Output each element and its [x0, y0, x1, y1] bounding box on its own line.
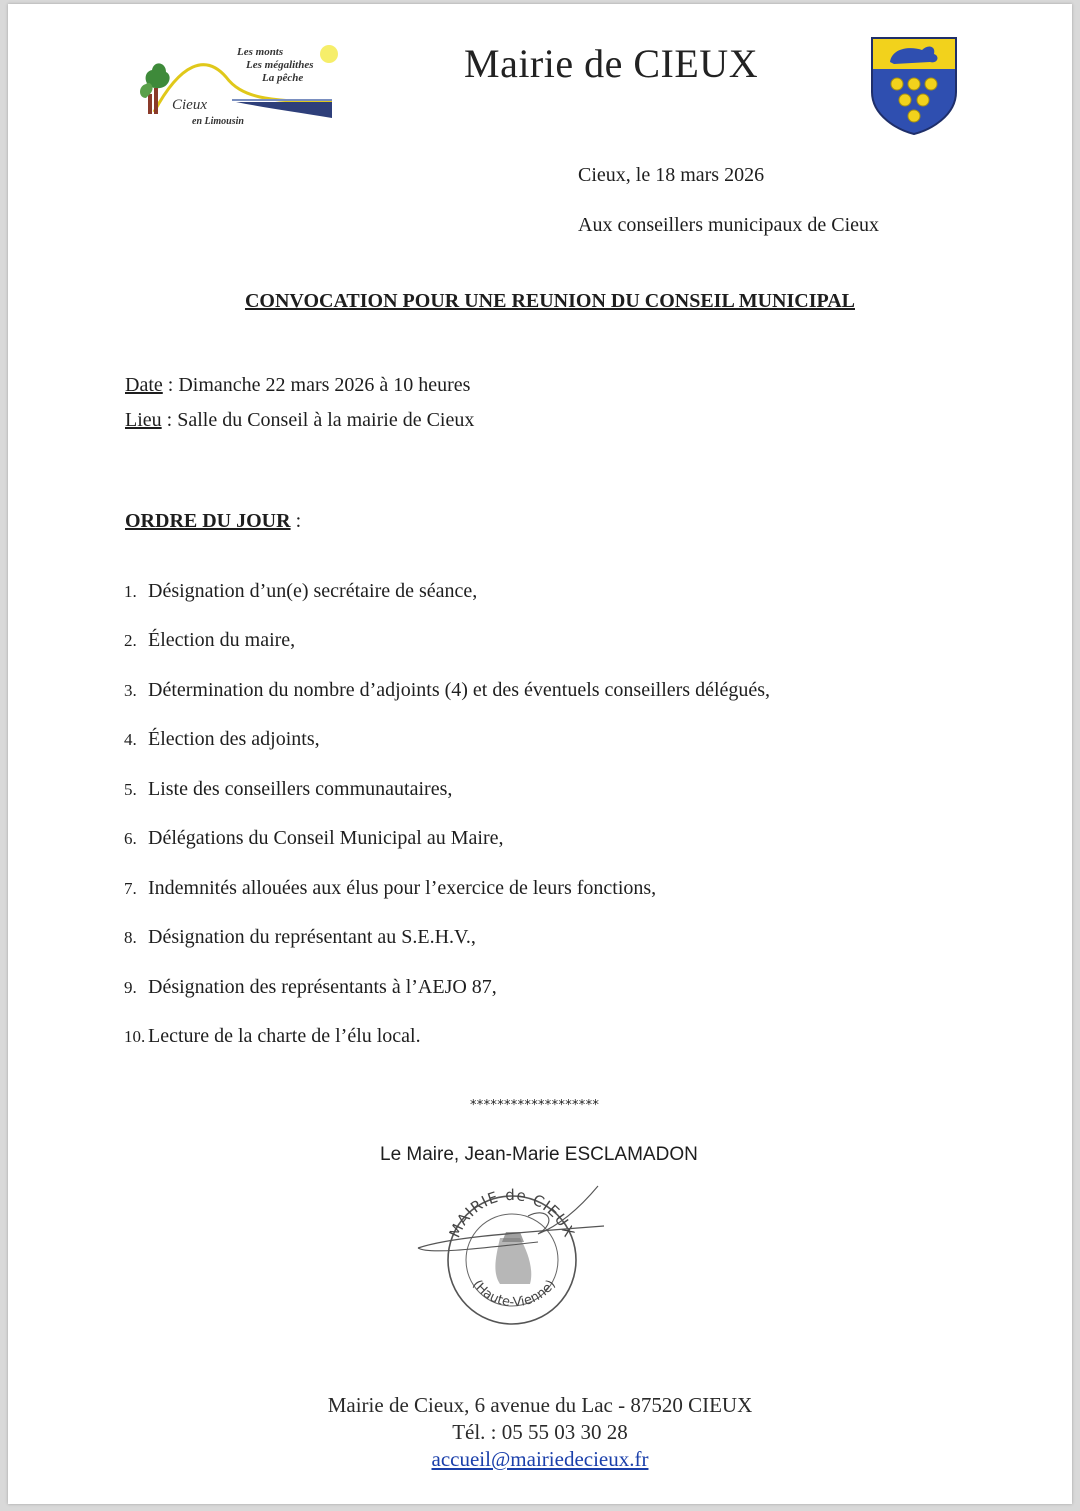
agenda-item-text: Indemnités allouées aux élus pour l’exercice de leurs fonctions,: [148, 877, 657, 899]
sun-icon: [320, 45, 338, 63]
logo-subtitle: en Limousin: [192, 116, 244, 127]
agenda-item: [124, 778, 452, 801]
logo-tagline-2: Les mégalithes: [246, 59, 314, 71]
agenda-item: [124, 827, 503, 850]
date-place: Cieux, le 18 mars 2026: [578, 164, 765, 186]
agenda-item: [124, 976, 497, 999]
agenda-item: [124, 679, 770, 702]
logo-name: Cieux: [172, 97, 207, 113]
agenda-item-text: Désignation des représentants à l’AEJO 87,: [148, 976, 497, 998]
footer-phone: Tél. : 05 55 03 30 28: [452, 1420, 628, 1444]
agenda-item: [124, 629, 295, 652]
official-stamp-icon: [408, 1176, 608, 1326]
lieu-label: Lieu: [125, 409, 162, 431]
document-page: [8, 4, 1072, 1504]
lieu-value: : Salle du Conseil à la mairie de Cieux: [161, 409, 475, 431]
footer-address: Mairie de Cieux, 6 avenue du Lac - 87520 CIEUX: [327, 1393, 753, 1417]
date-label: Date: [125, 374, 163, 396]
agenda-item-text: Détermination du nombre d’adjoints (4) et des éventuels conseillers délégués,: [148, 679, 771, 701]
page-title: Mairie de CIEUX: [464, 41, 759, 86]
footer-email-link[interactable]: accueil@mairiedecieux.fr: [431, 1447, 649, 1471]
agenda-item-number: 7.: [124, 879, 137, 898]
meeting-date: [125, 374, 470, 397]
agenda-item: [124, 580, 477, 603]
agenda-item-number: 4.: [124, 730, 137, 749]
agenda-item-number: 3.: [124, 681, 137, 700]
agenda-item: [124, 728, 320, 751]
stamp-bottom-text: (Haute-Vienne): [469, 1277, 559, 1311]
logo-tagline-1: Les monts: [237, 46, 284, 58]
agenda-item-text: Désignation d’un(e) secrétaire de séance,: [148, 580, 478, 602]
agenda-item-number: 9.: [124, 978, 137, 997]
signature-line: Le Maire, Jean-Marie ESCLAMADON: [380, 1144, 698, 1165]
agenda-item-text: Élection des adjoints,: [148, 728, 320, 750]
recipient: Aux conseillers municipaux de Cieux: [578, 214, 880, 236]
date-value: : Dimanche 22 mars 2026 à 10 heures: [162, 374, 471, 396]
agenda-item-text: Liste des conseillers communautaires,: [148, 778, 453, 800]
footer-email-row: [8, 1447, 1072, 1472]
meeting-place: [125, 409, 474, 432]
agenda-item-number: 8.: [124, 928, 137, 947]
agenda-item-text: Désignation du représentant au S.E.H.V.,: [148, 926, 476, 948]
logo-tagline-3: La pêche: [262, 72, 304, 84]
agenda-item-number: 6.: [124, 829, 137, 848]
convocation-heading: CONVOCATION POUR UNE REUNION DU CONSEIL MUNICIPAL: [244, 290, 855, 312]
coat-of-arms-icon: [870, 36, 958, 136]
agenda-suffix: :: [290, 510, 302, 532]
agenda-item-number: 10.: [124, 1027, 146, 1046]
agenda-item-text: Élection du maire,: [148, 629, 296, 651]
agenda-item-number: 5.: [124, 780, 137, 799]
agenda-item: [124, 877, 656, 900]
agenda-item-text: Lecture de la charte de l’élu local.: [148, 1025, 421, 1047]
agenda-item: [124, 1025, 421, 1048]
agenda-heading: [125, 510, 301, 533]
agenda-item-text: Délégations du Conseil Municipal au Maire,: [148, 827, 504, 849]
agenda-item-number: 1.: [124, 582, 137, 601]
stamp-top-text: MAIRIE de CIEUX: [445, 1185, 579, 1241]
agenda-item: [124, 926, 476, 949]
agenda-label: ORDRE DU JOUR: [125, 510, 291, 532]
agenda-item-number: 2.: [124, 631, 137, 650]
separator: *******************: [470, 1098, 600, 1113]
